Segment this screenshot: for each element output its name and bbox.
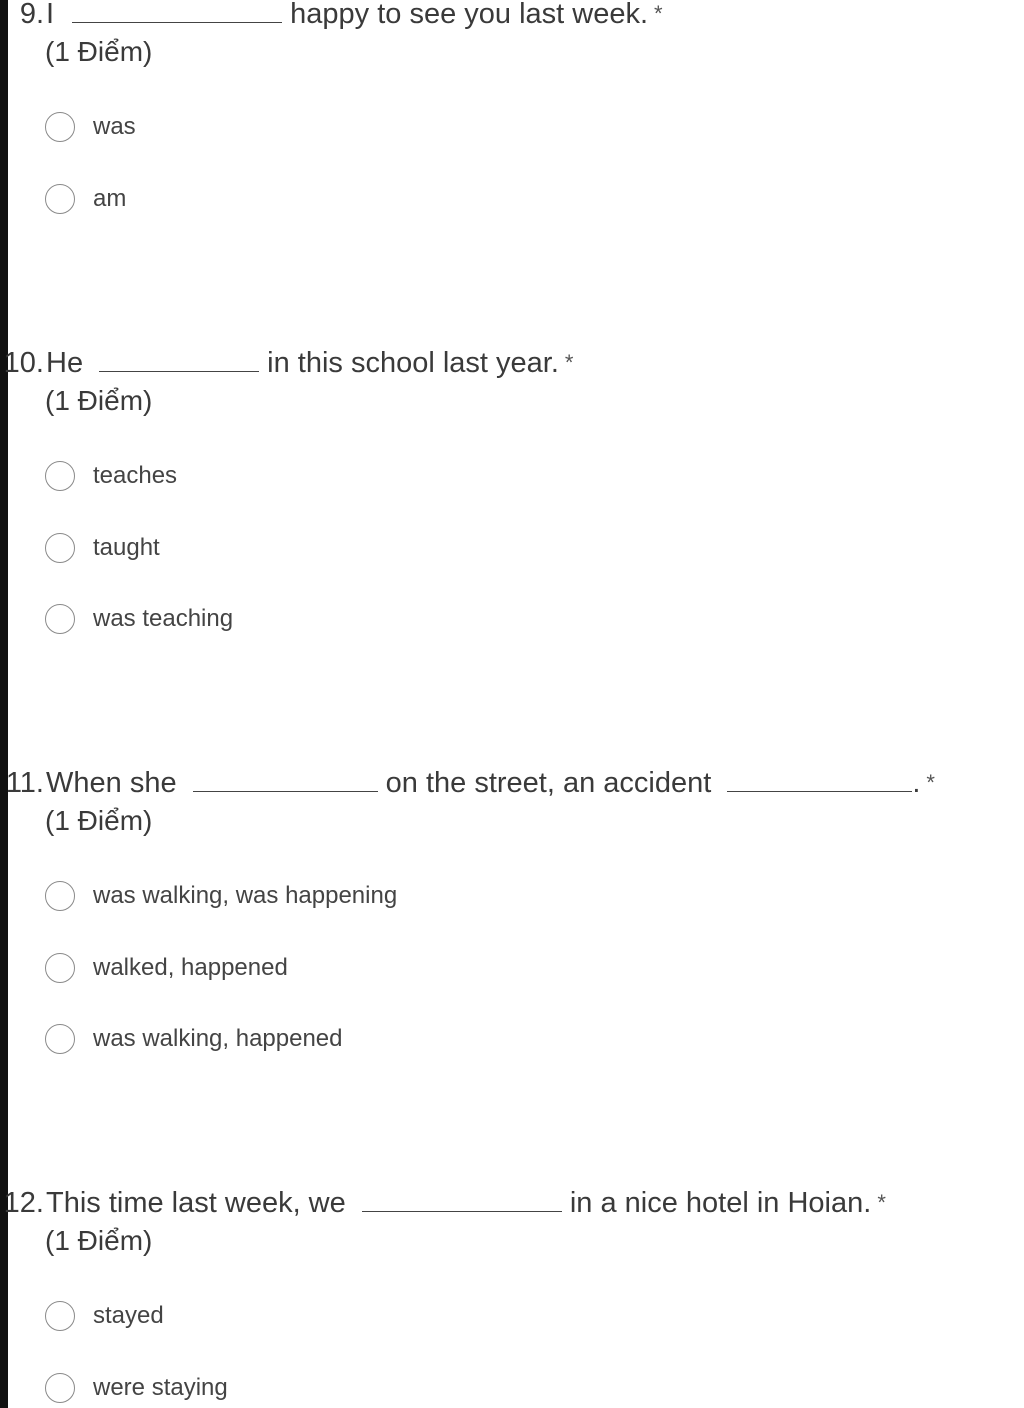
option-was-walking-was-happening[interactable] bbox=[45, 878, 397, 914]
option-am[interactable] bbox=[45, 181, 126, 217]
option-walked-happened[interactable] bbox=[45, 950, 288, 986]
option-was-walking-happened[interactable] bbox=[45, 1021, 343, 1057]
option-label: were staying bbox=[93, 1374, 228, 1401]
option-was-teaching[interactable] bbox=[45, 601, 233, 637]
question-title bbox=[0, 1185, 886, 1221]
option-label: was bbox=[93, 113, 136, 140]
radio-button[interactable] bbox=[45, 533, 75, 563]
question-text-end: happy to see you last week. bbox=[290, 0, 649, 30]
radio-button[interactable] bbox=[45, 184, 75, 214]
option-label: am bbox=[93, 185, 127, 212]
radio-button[interactable] bbox=[45, 461, 75, 491]
question-points: (1 Điểm) bbox=[45, 1225, 153, 1256]
option-taught[interactable] bbox=[45, 530, 160, 566]
required-asterisk: * bbox=[877, 1190, 886, 1215]
option-label: teaches bbox=[93, 462, 178, 489]
radio-button[interactable] bbox=[45, 881, 75, 911]
option-was[interactable] bbox=[45, 109, 136, 145]
question-number: 10. bbox=[3, 347, 44, 379]
radio-button[interactable] bbox=[45, 1373, 75, 1403]
option-label: taught bbox=[93, 534, 160, 561]
option-stayed[interactable] bbox=[45, 1298, 164, 1334]
required-asterisk: * bbox=[926, 770, 935, 795]
required-asterisk: * bbox=[564, 350, 574, 375]
option-label: was walking, was happening bbox=[93, 882, 398, 909]
question-title bbox=[0, 0, 663, 32]
answer-blank bbox=[727, 765, 912, 792]
question-text-start: This time last week, we bbox=[46, 1187, 346, 1219]
option-label: walked, happened bbox=[93, 954, 288, 981]
option-label: was walking, happened bbox=[93, 1025, 343, 1052]
answer-blank bbox=[72, 0, 282, 23]
radio-button[interactable] bbox=[45, 953, 75, 983]
answer-blank bbox=[99, 345, 259, 372]
option-teaches[interactable] bbox=[45, 458, 177, 494]
question-text-end: in this school last year. bbox=[267, 347, 559, 379]
question-text-start: When she bbox=[46, 767, 177, 799]
question-number: 12. bbox=[3, 1187, 44, 1219]
answer-blank bbox=[362, 1185, 562, 1212]
option-label: was teaching bbox=[93, 605, 234, 632]
question-title bbox=[0, 765, 935, 801]
option-label: stayed bbox=[93, 1302, 164, 1329]
radio-button[interactable] bbox=[45, 604, 75, 634]
question-title bbox=[0, 345, 573, 381]
question-points: (1 Điểm) bbox=[45, 36, 153, 67]
required-asterisk: * bbox=[654, 1, 663, 26]
question-points: (1 Điểm) bbox=[45, 805, 153, 836]
question-text-end: in a nice hotel in Hoian. bbox=[569, 1187, 872, 1219]
radio-button[interactable] bbox=[45, 1024, 75, 1054]
question-text-middle: on the street, an accident bbox=[385, 767, 712, 799]
radio-button[interactable] bbox=[45, 1301, 75, 1331]
question-text-end: . bbox=[912, 767, 921, 799]
question-number: 11. bbox=[5, 767, 44, 799]
question-text-start: I bbox=[46, 0, 55, 30]
question-number: 9. bbox=[19, 0, 44, 30]
question-points: (1 Điểm) bbox=[45, 385, 153, 416]
radio-button[interactable] bbox=[45, 112, 75, 142]
question-text-start: He bbox=[46, 347, 84, 379]
option-were-staying[interactable] bbox=[45, 1370, 228, 1406]
answer-blank bbox=[193, 765, 378, 792]
